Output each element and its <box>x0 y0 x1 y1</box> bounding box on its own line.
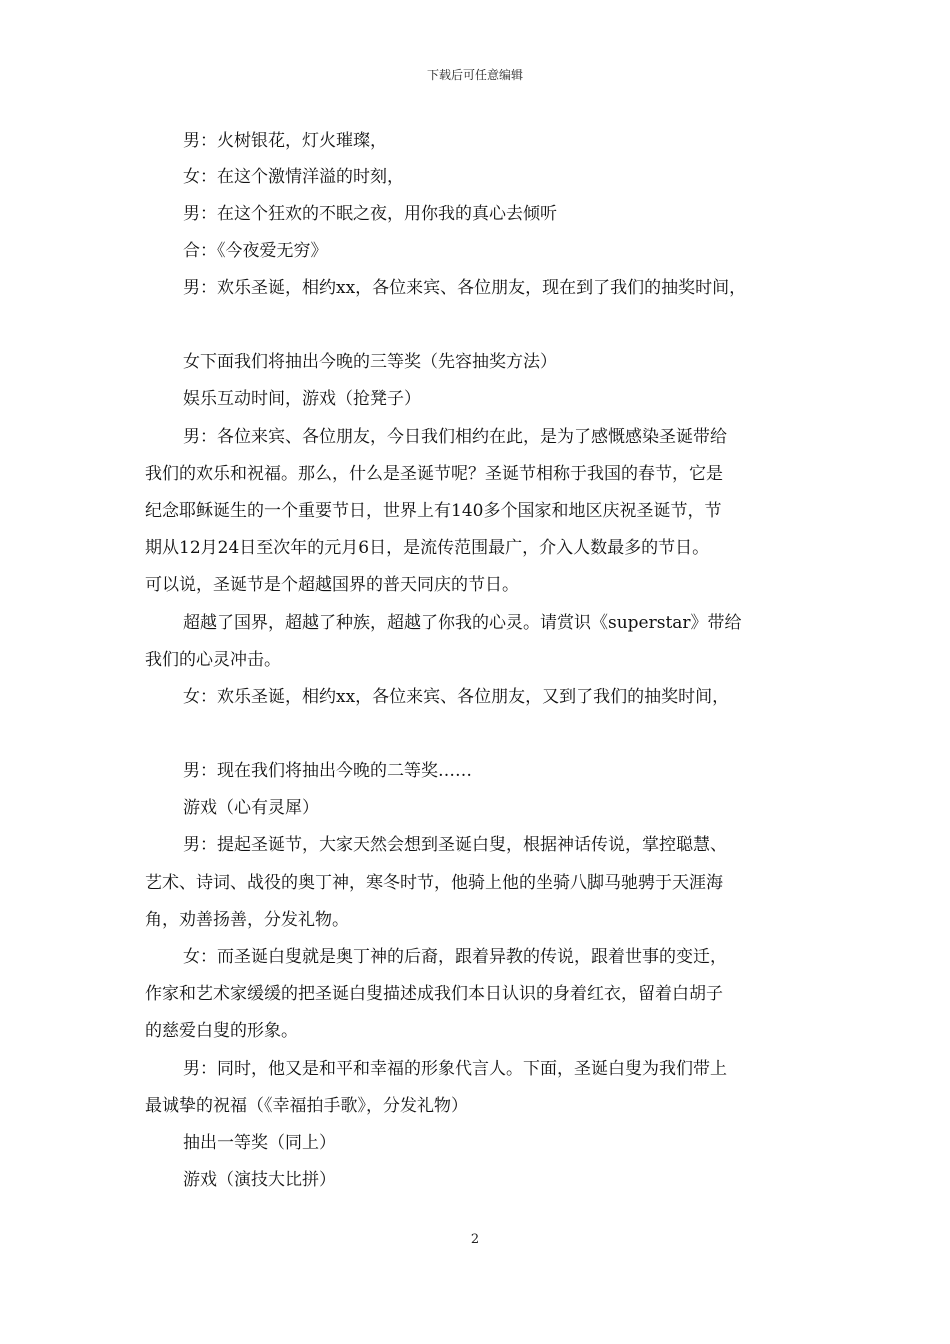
paragraph-line: 男：同时，他又是和平和幸福的形象代言人。下面，圣诞白叟为我们带上 <box>183 1059 727 1079</box>
dialogue-line: 女：在这个激情洋溢的时刻， <box>183 167 404 187</box>
dialogue-line: 男：欢乐圣诞，相约xx，各位来宾、各位朋友，现在到了我们的抽奖时间， <box>183 278 747 298</box>
paragraph-line: 我们的欢乐和祝福。那么，什么是圣诞节呢？圣诞节相称于我国的春节，它是 <box>145 464 723 484</box>
dialogue-line: 合：《今夜爱无穷》 <box>183 241 328 261</box>
paragraph-line: 男：提起圣诞节，大家天然会想到圣诞白叟，根据神话传说，掌控聪慧、 <box>183 835 727 855</box>
paragraph-line: 超越了国界，超越了种族，超越了你我的心灵。请赏识《superstar》带给 <box>183 613 742 633</box>
section-line: 游戏（演技大比拼） <box>183 1170 336 1190</box>
dialogue-line: 男：火树银花，灯火璀璨， <box>183 131 387 151</box>
paragraph-line: 的慈爱白叟的形象。 <box>145 1021 298 1041</box>
page-number: 2 <box>470 1232 480 1247</box>
section-line: 游戏（心有灵犀） <box>183 798 319 818</box>
section-line: 抽出一等奖（同上） <box>183 1133 336 1153</box>
section-line: 娱乐互动时间，游戏（抢凳子） <box>183 389 421 409</box>
paragraph-line: 艺术、诗词、战役的奥丁神，寒冬时节，他骑上他的坐骑八脚马驰骋于天涯海 <box>145 873 723 893</box>
paragraph-line: 我们的心灵冲击。 <box>145 650 281 670</box>
paragraph-line: 女：而圣诞白叟就是奥丁神的后裔，跟着异教的传说，跟着世事的变迁， <box>183 947 727 967</box>
paragraph-line: 期从12月24日至次年的元月6日，是流传范围最广，介入人数最多的节日。 <box>145 538 710 558</box>
paragraph-line: 作家和艺术家缓缓的把圣诞白叟描述成我们本日认识的身着红衣，留着白胡子 <box>145 984 723 1004</box>
dialogue-line: 男：现在我们将抽出今晚的二等奖…… <box>183 761 472 781</box>
paragraph-line: 角，劝善扬善，分发礼物。 <box>145 910 349 930</box>
dialogue-line: 男：在这个狂欢的不眠之夜，用你我的真心去倾听 <box>183 204 557 224</box>
paragraph-line: 纪念耶稣诞生的一个重要节日，世界上有140多个国家和地区庆祝圣诞节，节 <box>145 501 722 521</box>
paragraph-line: 最诚挚的祝福（《幸福拍手歌》，分发礼物） <box>145 1096 468 1116</box>
paragraph-line: 男：各位来宾、各位朋友，今日我们相约在此，是为了感慨感染圣诞带给 <box>183 427 727 447</box>
dialogue-line: 女：欢乐圣诞，相约xx，各位来宾、各位朋友，又到了我们的抽奖时间， <box>183 687 730 707</box>
paragraph-line: 可以说，圣诞节是个超越国界的普天同庆的节日。 <box>145 575 519 595</box>
page-header: 下载后可任意编辑 <box>426 68 523 82</box>
dialogue-line: 女下面我们将抽出今晚的三等奖（先容抽奖方法） <box>183 352 557 372</box>
